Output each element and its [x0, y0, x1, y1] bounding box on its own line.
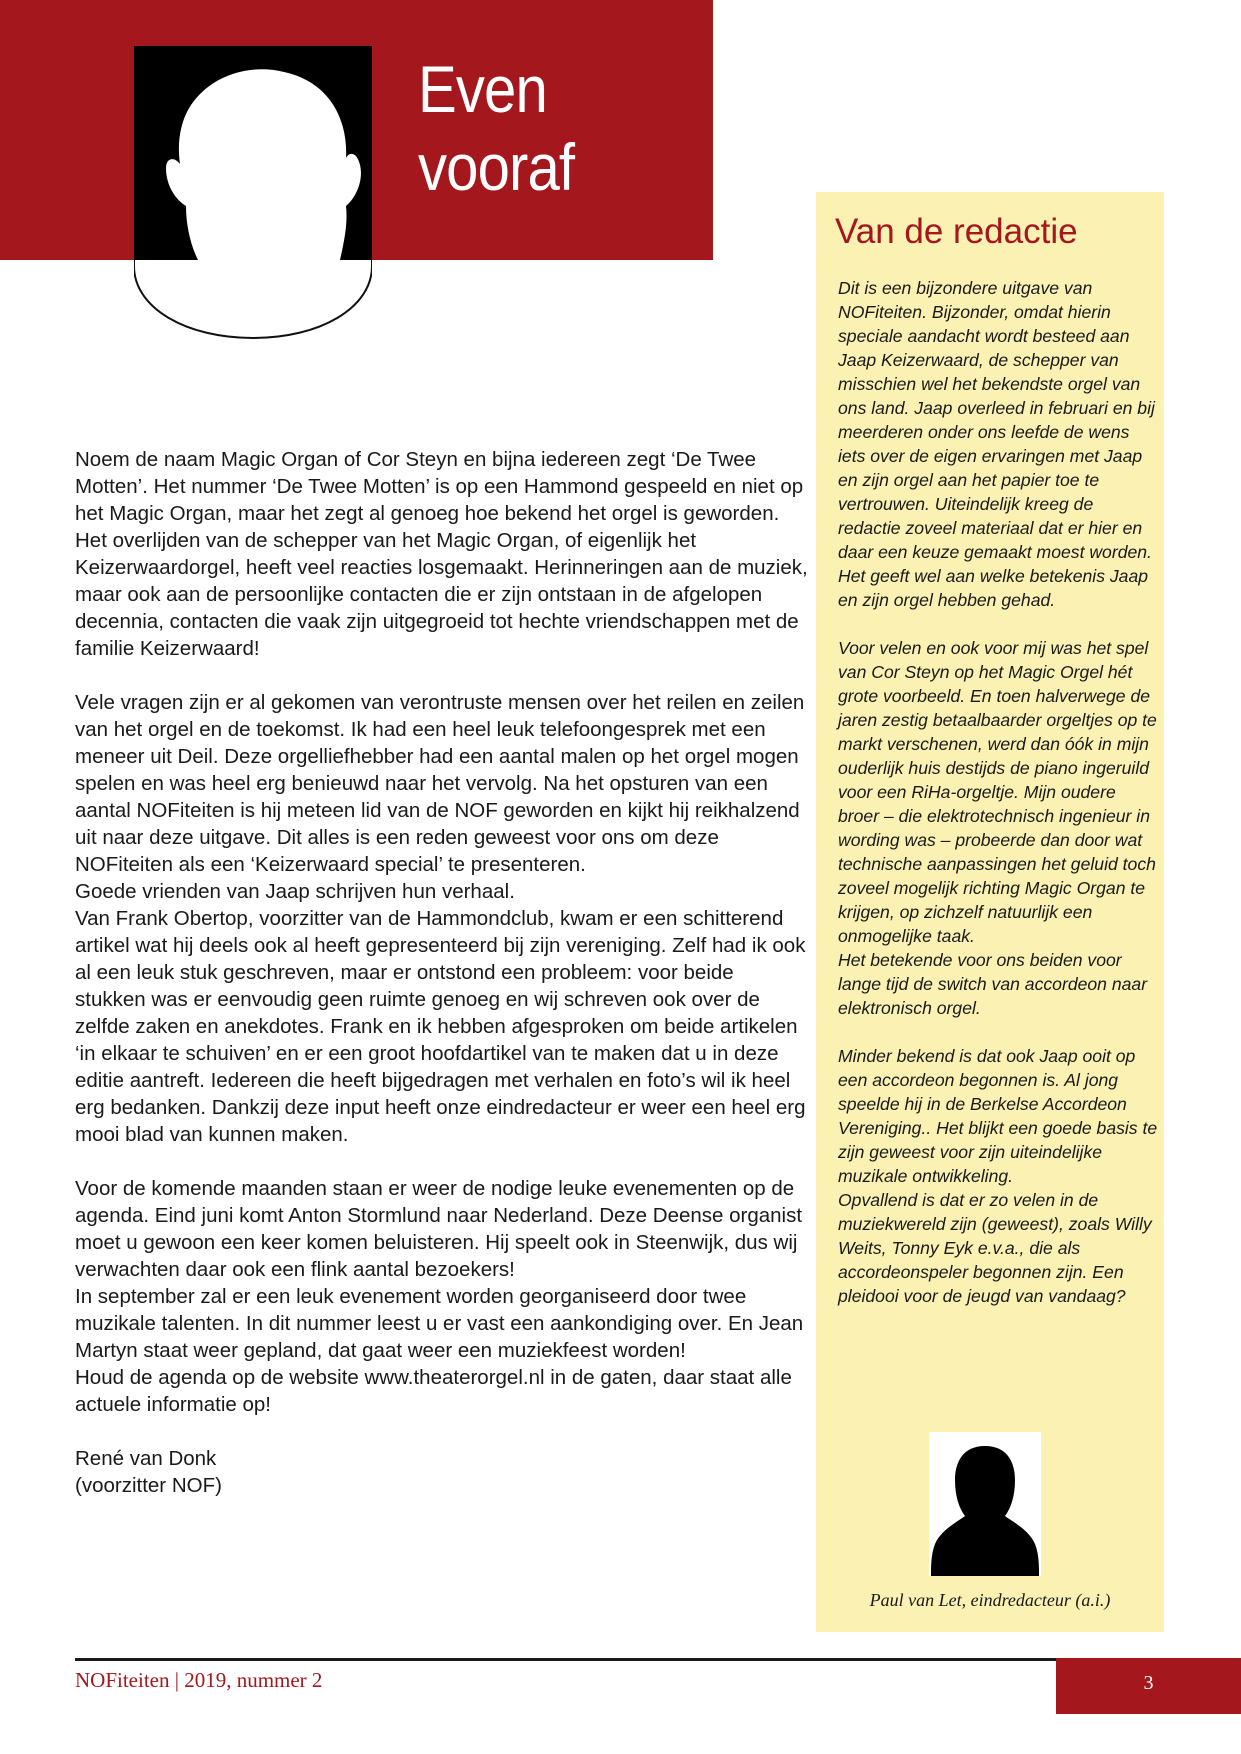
- sidebar-paragraph: Opvallend is dat er zo velen in de muziekwereld zijn (geweest), zoals Willy Weits, Tonny Eyk e.v.a., die als accordeonspeler begonnen zijn. Een pleidooi voor de jeugd van vandaag?: [838, 1190, 1152, 1306]
- sidebar-paragraph: Het betekende voor ons beiden voor lange tijd de switch van accordeon naar elektronisch orgel.: [838, 950, 1148, 1018]
- sidebar-paragraph: Dit is een bijzondere uitgave van NOFiteiten. Bijzonder, omdat hierin speciale aandacht wordt besteed aan Jaap Keizerwaard, de schepper van misschien wel het bekendste orgel van ons land. Jaap overleed in februari en bij meerderen onder ons leefde de wens iets over de eigen ervaringen met Jaap en zijn orgel aan het papier toe te vertrouwen. Uiteindelijk kreeg de redactie zoveel materiaal dat er hier en daar een keuze gemaakt moest worden. Het geeft wel aan welke betekenis Jaap en zijn orgel hebben gehad.: [838, 278, 1155, 610]
- article-paragraph: Voor de komende maanden staan er weer de nodige leuke evenementen op de agenda. Eind juni komt Anton Stormlund naar Nederland. Deze Deense organist moet u gewoon een keer komen beluisteren. Hij speelt ook in Steenwijk, dus wij verwachten daar ook een flink aantal bezoekers!: [75, 1177, 803, 1281]
- footer-divider: [75, 1658, 1112, 1661]
- editor-caption: Paul van Let, eindredacteur (a.i.): [869, 1590, 1111, 1610]
- editorial-sidebar: [816, 192, 1164, 1632]
- page-number-box: [1056, 1658, 1241, 1714]
- sidebar-paragraph: Voor velen en ook voor mij was het spel van Cor Steyn op het Magic Orgel hét grote voorbeeld. En toen halverwege de jaren zestig betaalbaarder orgeltjes op te markt verschenen, werd dan óók in mijn ouderlijk huis destijds de piano ingeruild voor een RiHa-orgeltje. Mijn oudere broer – die elektrotechnisch ingenieur in wording was – probeerde dan door wat technische aanpassingen het geluid toch zoveel mogelijk richting Magic Organ te krijgen, op zichzelf natuurlijk een onmogelijke taak.: [838, 638, 1157, 946]
- portrait-silhouette: [134, 46, 372, 339]
- signature-role: (voorzitter NOF): [75, 1474, 222, 1497]
- article-paragraph: Vele vragen zijn er al gekomen van verontruste mensen over het reilen en zeilen van het orgel en de toekomst. Ik had een heel leuk telefoongesprek met een meneer uit Deil. Deze orgelliefhebber had een aantal malen op het orgel mogen spelen en was heel erg benieuwd naar het vervolg. Na het opsturen van een aantal NOFiteiten is hij meteen lid van de NOF geworden en kijkt hij reikhalzend uit naar deze uitgave. Dit alles is een reden geweest voor ons om deze NOFiteiten als een ‘Keizerwaard special’ te presenteren.: [75, 691, 805, 876]
- article-paragraph: Noem de naam Magic Organ of Cor Steyn en bijna iedereen zegt ‘De Twee Motten’. Het nummer ‘De Twee Motten’ is op een Hammond gespeeld en niet op het Magic Organ, maar het zegt al genoeg hoe bekend het orgel is geworden.: [75, 448, 804, 525]
- page-number: 3: [1143, 1672, 1154, 1694]
- editor-photo-silhouette: [929, 1432, 1041, 1576]
- article-paragraph: In september zal er een leuk evenement worden georganiseerd door twee muzikale talenten. In dit nummer leest u er vast een aankondiging over. En Jean Martyn staat weer gepland, dat gaat weer een muziekfeest worden!: [75, 1285, 804, 1362]
- title-line-2: vooraf: [418, 130, 575, 204]
- article-paragraph: Houd de agenda op de website www.theaterorgel.nl in de gaten, daar staat alle actuele informatie op!: [75, 1366, 792, 1416]
- title-line-1: Even: [418, 52, 547, 126]
- sidebar-paragraph: Minder bekend is dat ook Jaap ooit op een accordeon begonnen is. Al jong speelde hij in de Berkelse Accordeon Vereniging.. Het blijkt een goede basis te zijn geweest voor zijn uiteindelijke muzikale ontwikkeling.: [838, 1046, 1158, 1186]
- sidebar-body: [838, 276, 1158, 1308]
- page-title: [418, 50, 574, 206]
- sidebar-title: Van de redactie: [835, 212, 1078, 251]
- footer-publication: NOFiteiten | 2019, nummer 2: [75, 1668, 323, 1692]
- signature-name: René van Donk: [75, 1447, 217, 1470]
- article-body: [75, 446, 810, 1499]
- article-paragraph: Van Frank Obertop, voorzitter van de Hammondclub, kwam er een schitterend artikel wat hij deels ook al heeft gepresenteerd bij zijn vereniging. Zelf had ik ook al een leuk stuk geschreven, maar er ontstond een probleem: voor beide stukken was er eenvoudig geen ruimte genoeg en wij schreven ook over de zelfde zaken en anekdotes. Frank en ik hebben afgesproken om beide artikelen ‘in elkaar te schuiven’ en er een groot hoofdartikel van te maken dat u in deze editie aantreft. Iedereen die heeft bijgedragen met verhalen en foto’s wil ik heel erg bedanken. Dankzij deze input heeft onze eindredacteur er weer een heel erg mooi blad van kunnen maken.: [75, 907, 806, 1146]
- article-paragraph: Goede vrienden van Jaap schrijven hun verhaal.: [75, 880, 515, 903]
- article-paragraph: Het overlijden van de schepper van het Magic Organ, of eigenlijk het Keizerwaardorgel, heeft veel reacties losgemaakt. Herinneringen aan de muziek, maar ook aan de persoonlijke contacten die er zijn ontstaan in de afgelopen decennia, contacten die vaak zijn uitgegroeid tot hechte vriendschappen met de familie Keizerwaard!: [75, 529, 808, 660]
